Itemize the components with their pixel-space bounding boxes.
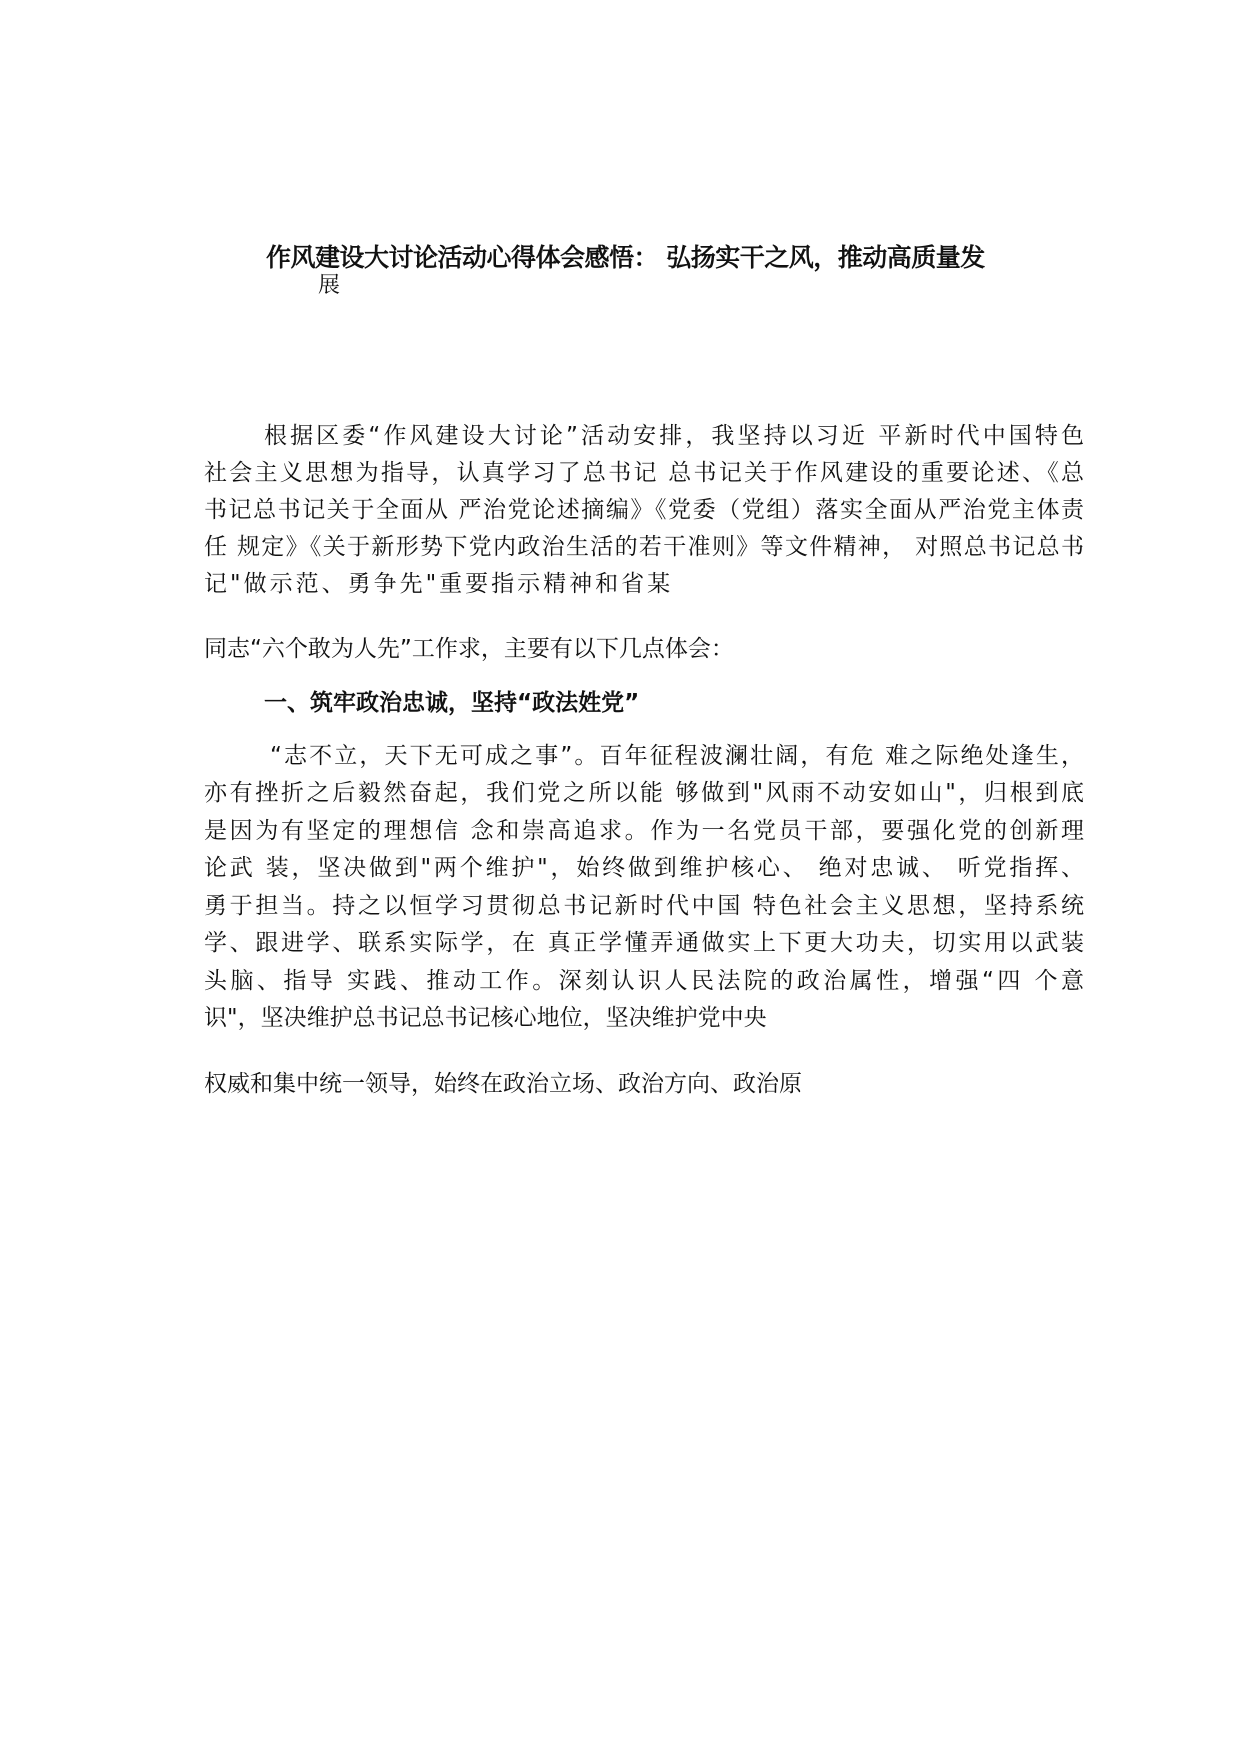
paragraph-line: 论武 装，坚决做到"两个维护"，始终做到维护核心、 绝对忠诚、 听党指挥、 bbox=[204, 855, 1084, 881]
paragraph-line: 勇于担当。持之以恒学习贯彻总书记新时代中国 特色社会主义思想，坚持系统 bbox=[204, 893, 1084, 919]
document-title: 作风建设大讨论活动心得体会感悟： 弘扬实干之风，推动高质量发 bbox=[266, 243, 985, 272]
paragraph-line: 书记总书记关于全面从 严治党论述摘编》《党委（党组）落实全面从严治党主体责 bbox=[204, 497, 1084, 523]
paragraph-line: 识"，坚决维护总书记总书记核心地位，坚决维护党中央 bbox=[204, 1005, 767, 1031]
paragraph-line: 记"做示范、勇争先"重要指示精神和省某 bbox=[204, 571, 674, 597]
paragraph-line: 亦有挫折之后毅然奋起，我们党之所以能 够做到"风雨不动安如山"，归根到底 bbox=[204, 780, 1084, 806]
section-heading: 一、筑牢政治忠诚，坚持“政法姓党” bbox=[264, 690, 640, 716]
paragraph-line: 社会主义思想为指导，认真学习了总书记 总书记关于作风建设的重要论述、《总 bbox=[204, 460, 1084, 486]
paragraph-line: 学、跟进学、联系实际学，在 真正学懂弄通做实上下更大功夫，切实用以武装 bbox=[204, 930, 1084, 956]
paragraph-line: 是因为有坚定的理想信 念和崇高追求。作为一名党员干部，要强化党的创新理 bbox=[204, 818, 1084, 844]
document-title-continuation: 展 bbox=[318, 273, 341, 298]
paragraph-line: 头脑、指导 实践、推动工作。深刻认识人民法院的政治属性，增强“四 个意 bbox=[204, 968, 1084, 994]
paragraph-line: 同志“六个敢为人先”工作求，主要有以下几点体会： bbox=[204, 636, 734, 662]
paragraph-line: “志不立，天下无可成之事”。百年征程波澜壮阔，有危 难之际绝处逢生， bbox=[270, 743, 1084, 769]
paragraph-line: 任 规定》《关于新形势下党内政治生活的若干准则》等文件精神， 对照总书记总书 bbox=[204, 534, 1084, 560]
paragraph-line: 权威和集中统一领导，始终在政治立场、政治方向、政治原 bbox=[204, 1071, 802, 1097]
paragraph-line: 根据区委“作风建设大讨论”活动安排，我坚持以习近 平新时代中国特色 bbox=[264, 423, 1084, 449]
